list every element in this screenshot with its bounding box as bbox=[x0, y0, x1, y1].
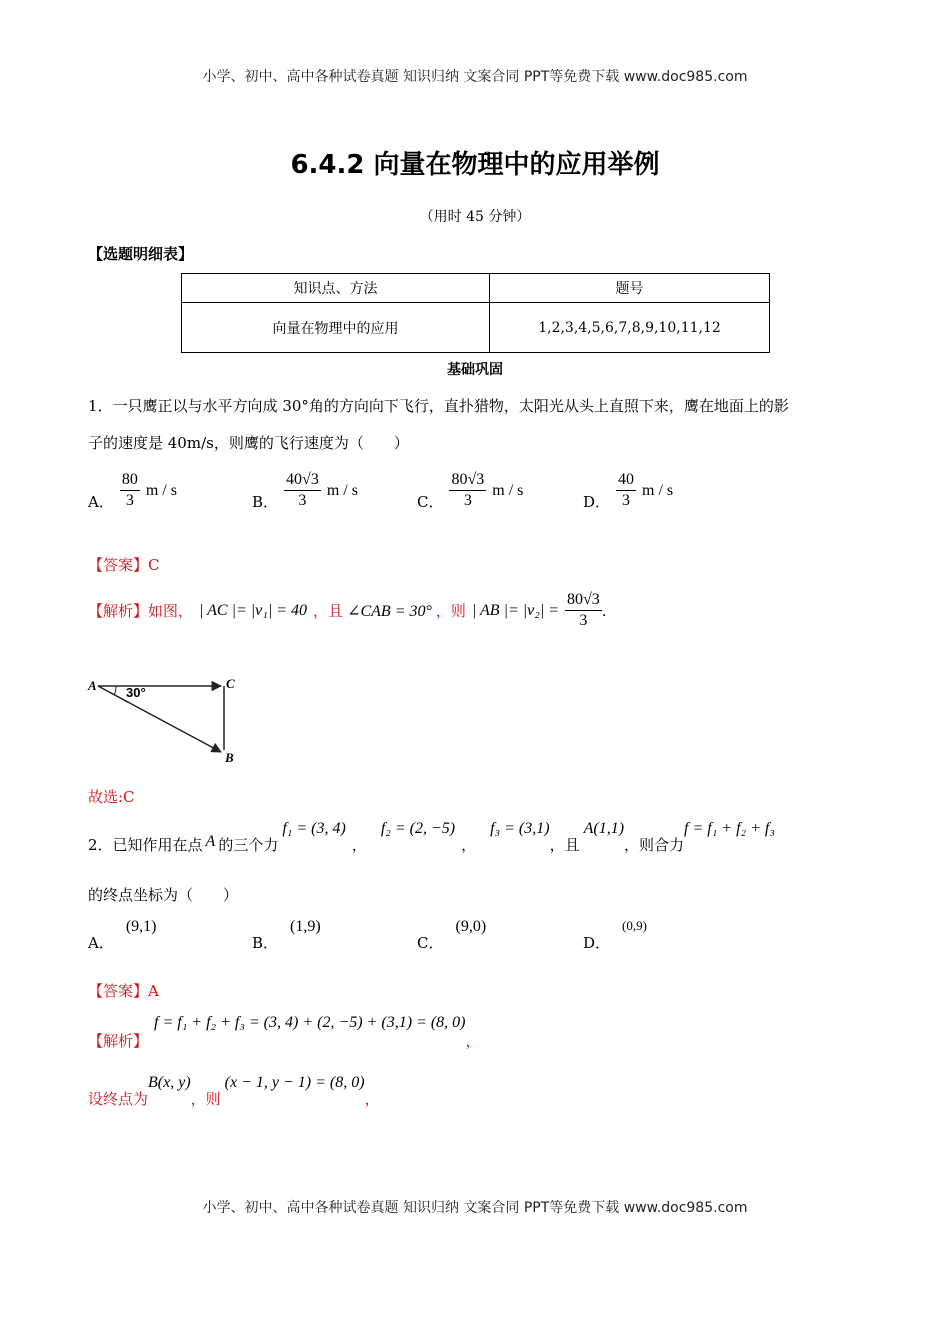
answer-tag: 【答案】 bbox=[88, 556, 149, 574]
q2-result-prefix: ，则合力 bbox=[624, 836, 685, 854]
set-mid: ，则 bbox=[190, 1090, 221, 1108]
q2-mid: 的三个力 bbox=[218, 836, 279, 854]
option-value: (9,0) bbox=[455, 918, 487, 935]
label-angle: 30° bbox=[126, 685, 146, 700]
option-value: (0,9) bbox=[622, 918, 647, 933]
q2-f1: f₁ = (3, 4) bbox=[282, 820, 346, 837]
q2-answer bbox=[88, 980, 159, 1001]
option-unit: m / s bbox=[326, 481, 358, 499]
option-value: (1,9) bbox=[290, 918, 321, 935]
option-unit: m / s bbox=[642, 481, 674, 499]
label-b: B bbox=[225, 750, 234, 765]
q1-option-c bbox=[417, 469, 523, 512]
table-header-topic: 知识点、方法 bbox=[182, 274, 490, 303]
q1-choose: 故选:C bbox=[88, 788, 135, 806]
q1-line1: 1．一只鹰正以与水平方向成 30°角的方向向下飞行，直扑猎物，太阳光从头上直照下来，鹰在地面上的影 bbox=[88, 397, 789, 415]
set-prefix: 设终点为 bbox=[88, 1090, 149, 1108]
q2-fsum: f = f₁ + f₂ + f₃ bbox=[684, 820, 775, 837]
set-expr: (x − 1, y − 1) = (8, 0) bbox=[224, 1074, 365, 1091]
analysis-frac-num: 80√3 bbox=[565, 590, 602, 611]
q1-answer bbox=[88, 554, 160, 575]
table-header-number: 题号 bbox=[490, 274, 770, 303]
analysis-tag: 【解析】 bbox=[88, 1032, 149, 1050]
q2-f3: f₃ = (3,1) bbox=[490, 820, 550, 837]
option-unit: m / s bbox=[492, 481, 524, 499]
q1-analysis bbox=[88, 590, 607, 631]
option-value: (9,1) bbox=[125, 918, 157, 935]
option-label: B． bbox=[252, 493, 279, 511]
q2-option-b bbox=[252, 918, 321, 953]
option-denominator: 3 bbox=[125, 492, 134, 509]
bottom-banner: 小学、初中、高中各种试卷真题 知识归纳 文案合同 PPT等免费下载 www.doc985.com bbox=[202, 1200, 748, 1216]
option-label: C． bbox=[417, 934, 444, 952]
option-label: C． bbox=[417, 493, 444, 511]
answer-value: C bbox=[148, 556, 160, 574]
option-unit: m / s bbox=[145, 481, 177, 499]
time-note: （用时 45 分钟） bbox=[419, 209, 531, 225]
analysis-prefix: 如图， bbox=[148, 602, 194, 620]
q1-option-b bbox=[252, 469, 358, 512]
option-denominator: 3 bbox=[463, 492, 472, 509]
option-label: D． bbox=[583, 934, 611, 952]
section-title: 基础巩固 bbox=[447, 362, 503, 378]
analysis-mid2: ，则 bbox=[435, 602, 466, 620]
page-title: 6.4.2 向量在物理中的应用举例 bbox=[290, 150, 660, 180]
option-denominator: 3 bbox=[622, 492, 631, 509]
analysis-expr: f = f₁ + f₂ + f₃ = (3, 4) + (2, −5) + (3,1) = (8, 0) bbox=[154, 1014, 466, 1031]
analysis-frac-den: 3 bbox=[579, 612, 588, 629]
top-banner: 小学、初中、高中各种试卷真题 知识归纳 文案合同 PPT等免费下载 www.doc985.com bbox=[202, 69, 748, 85]
q2-option-a bbox=[88, 918, 157, 953]
q2-option-c bbox=[417, 918, 486, 953]
analysis-expr-angle: ∠CAB = 30° bbox=[347, 602, 432, 620]
analysis-end: ， bbox=[465, 1032, 481, 1050]
q2-option-d bbox=[583, 918, 647, 953]
q1-line2: 子的速度是 40m/s，则鹰的飞行速度为（ ） bbox=[88, 434, 409, 452]
analysis-end: . bbox=[601, 601, 607, 620]
option-denominator: 3 bbox=[298, 492, 307, 509]
table-heading: 【选题明细表】 bbox=[88, 245, 194, 263]
q2-set-endpoint bbox=[88, 1074, 380, 1109]
q2-f2: f₂ = (2, −5) bbox=[380, 820, 456, 837]
table-cell-number: 1,2,3,4,5,6,7,8,9,10,11,12 bbox=[490, 303, 770, 353]
option-label: D． bbox=[583, 493, 611, 511]
option-label: A． bbox=[88, 934, 114, 952]
q2-analysis bbox=[88, 1014, 481, 1051]
triangle-diagram bbox=[84, 670, 254, 770]
q2-point-a: A(1,1) bbox=[583, 820, 625, 837]
option-numerator: 40√3 bbox=[284, 470, 321, 491]
analysis-tag: 【解析】 bbox=[88, 602, 149, 620]
option-numerator: 80 bbox=[120, 470, 140, 491]
table-cell-topic: 向量在物理中的应用 bbox=[182, 303, 490, 353]
angle-arc bbox=[114, 686, 116, 695]
label-c: C bbox=[226, 676, 235, 691]
option-numerator: 80√3 bbox=[449, 470, 486, 491]
q1-option-d bbox=[583, 469, 673, 512]
set-end: ， bbox=[364, 1090, 380, 1108]
analysis-expr-ac: | AC |= |v₁| = 40 bbox=[199, 601, 308, 619]
answer-value: A bbox=[148, 982, 159, 1000]
vector-ab bbox=[98, 686, 221, 752]
analysis-mid1: ，且 bbox=[313, 602, 344, 620]
option-numerator: 40 bbox=[616, 470, 636, 491]
label-a: A bbox=[88, 678, 97, 693]
answer-tag: 【答案】 bbox=[88, 982, 149, 1000]
set-point: B(x, y) bbox=[148, 1074, 191, 1091]
q2-cond: ，且 bbox=[549, 836, 580, 854]
option-label: A． bbox=[88, 493, 114, 511]
analysis-expr-ab: | AB |= |v₂| = bbox=[471, 601, 560, 619]
topic-table bbox=[181, 273, 770, 353]
option-label: B． bbox=[252, 934, 279, 952]
q1-option-a bbox=[88, 469, 177, 512]
q2-prefix: 2．已知作用在点 bbox=[88, 836, 203, 854]
q2-point: A bbox=[205, 833, 216, 850]
q2-line1: 2．已知作用在点 A 的三个力 f₁ = (3, 4) ， f₂ = (2, −5) ， f₃ = (3,1) ，且 A(1,1) ，则合力 f = f₁ + f₂ + f₃ bbox=[88, 820, 775, 854]
q2-line2: 的终点坐标为（ ） bbox=[88, 886, 239, 904]
